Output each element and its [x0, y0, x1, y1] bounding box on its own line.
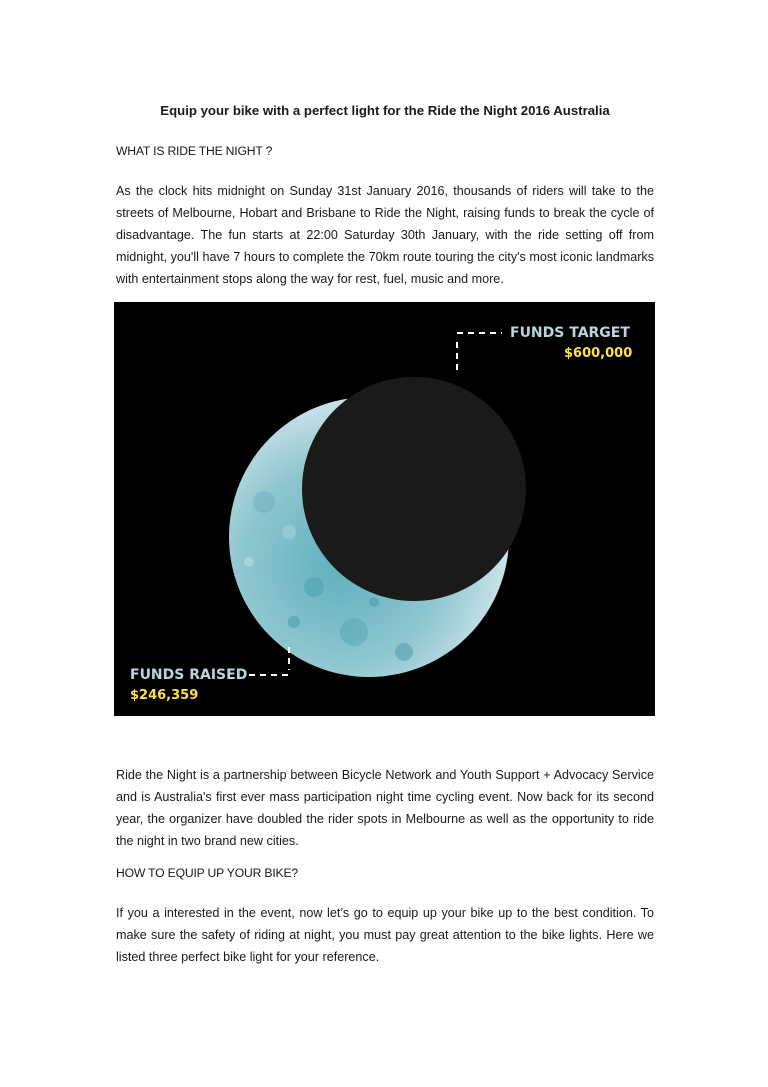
- intro-paragraph: As the clock hits midnight on Sunday 31st January 2016, thousands of riders will take to the streets of Melbourne, Hobart and Brisbane to Ride the Night, raising funds to break the cycle of disadvantage. The fun starts at 22:00 Saturday 30th January, with the ride setting off from midnight, you'll have 7 hours to complete the 70km route touring the city's most iconic landmarks with entertainment stops along the way for rest, fuel, music and more.: [116, 184, 654, 286]
- equip-paragraph: If you a interested in the event, now let’s go to equip up your bike up to the best condition. To make sure the safety of riding at night, you must pay great attention to the bike lights. Here we listed three perfect bike light for your reference.: [116, 906, 654, 964]
- moon-shadow-disc: [302, 377, 526, 601]
- document-title: Equip your bike with a perfect light for the Ride the Night 2016 Australia: [160, 103, 610, 118]
- partnership-paragraph: Ride the Night is a partnership between Bicycle Network and Youth Support + Advocacy Service and is Australia's first ever mass participation night time cycling event. Now back for its second year, the organizer have doubled the rider spots in Melbourne as well as the opportunity to ride the night in two brand new cities.: [116, 768, 654, 848]
- funds-target-label: FUNDS TARGET: [510, 325, 630, 341]
- funds-raised-label: FUNDS RAISED: [130, 667, 248, 683]
- funds-target-value: $600,000: [564, 346, 633, 361]
- moon-graphic: [114, 302, 655, 716]
- section-heading-what-is: WHAT IS RIDE THE NIGHT ?: [116, 144, 273, 158]
- funds-moon-figure: [114, 302, 655, 716]
- section-heading-how-to-equip: HOW TO EQUIP UP YOUR BIKE?: [116, 866, 298, 880]
- funds-raised-value: $246,359: [130, 688, 199, 703]
